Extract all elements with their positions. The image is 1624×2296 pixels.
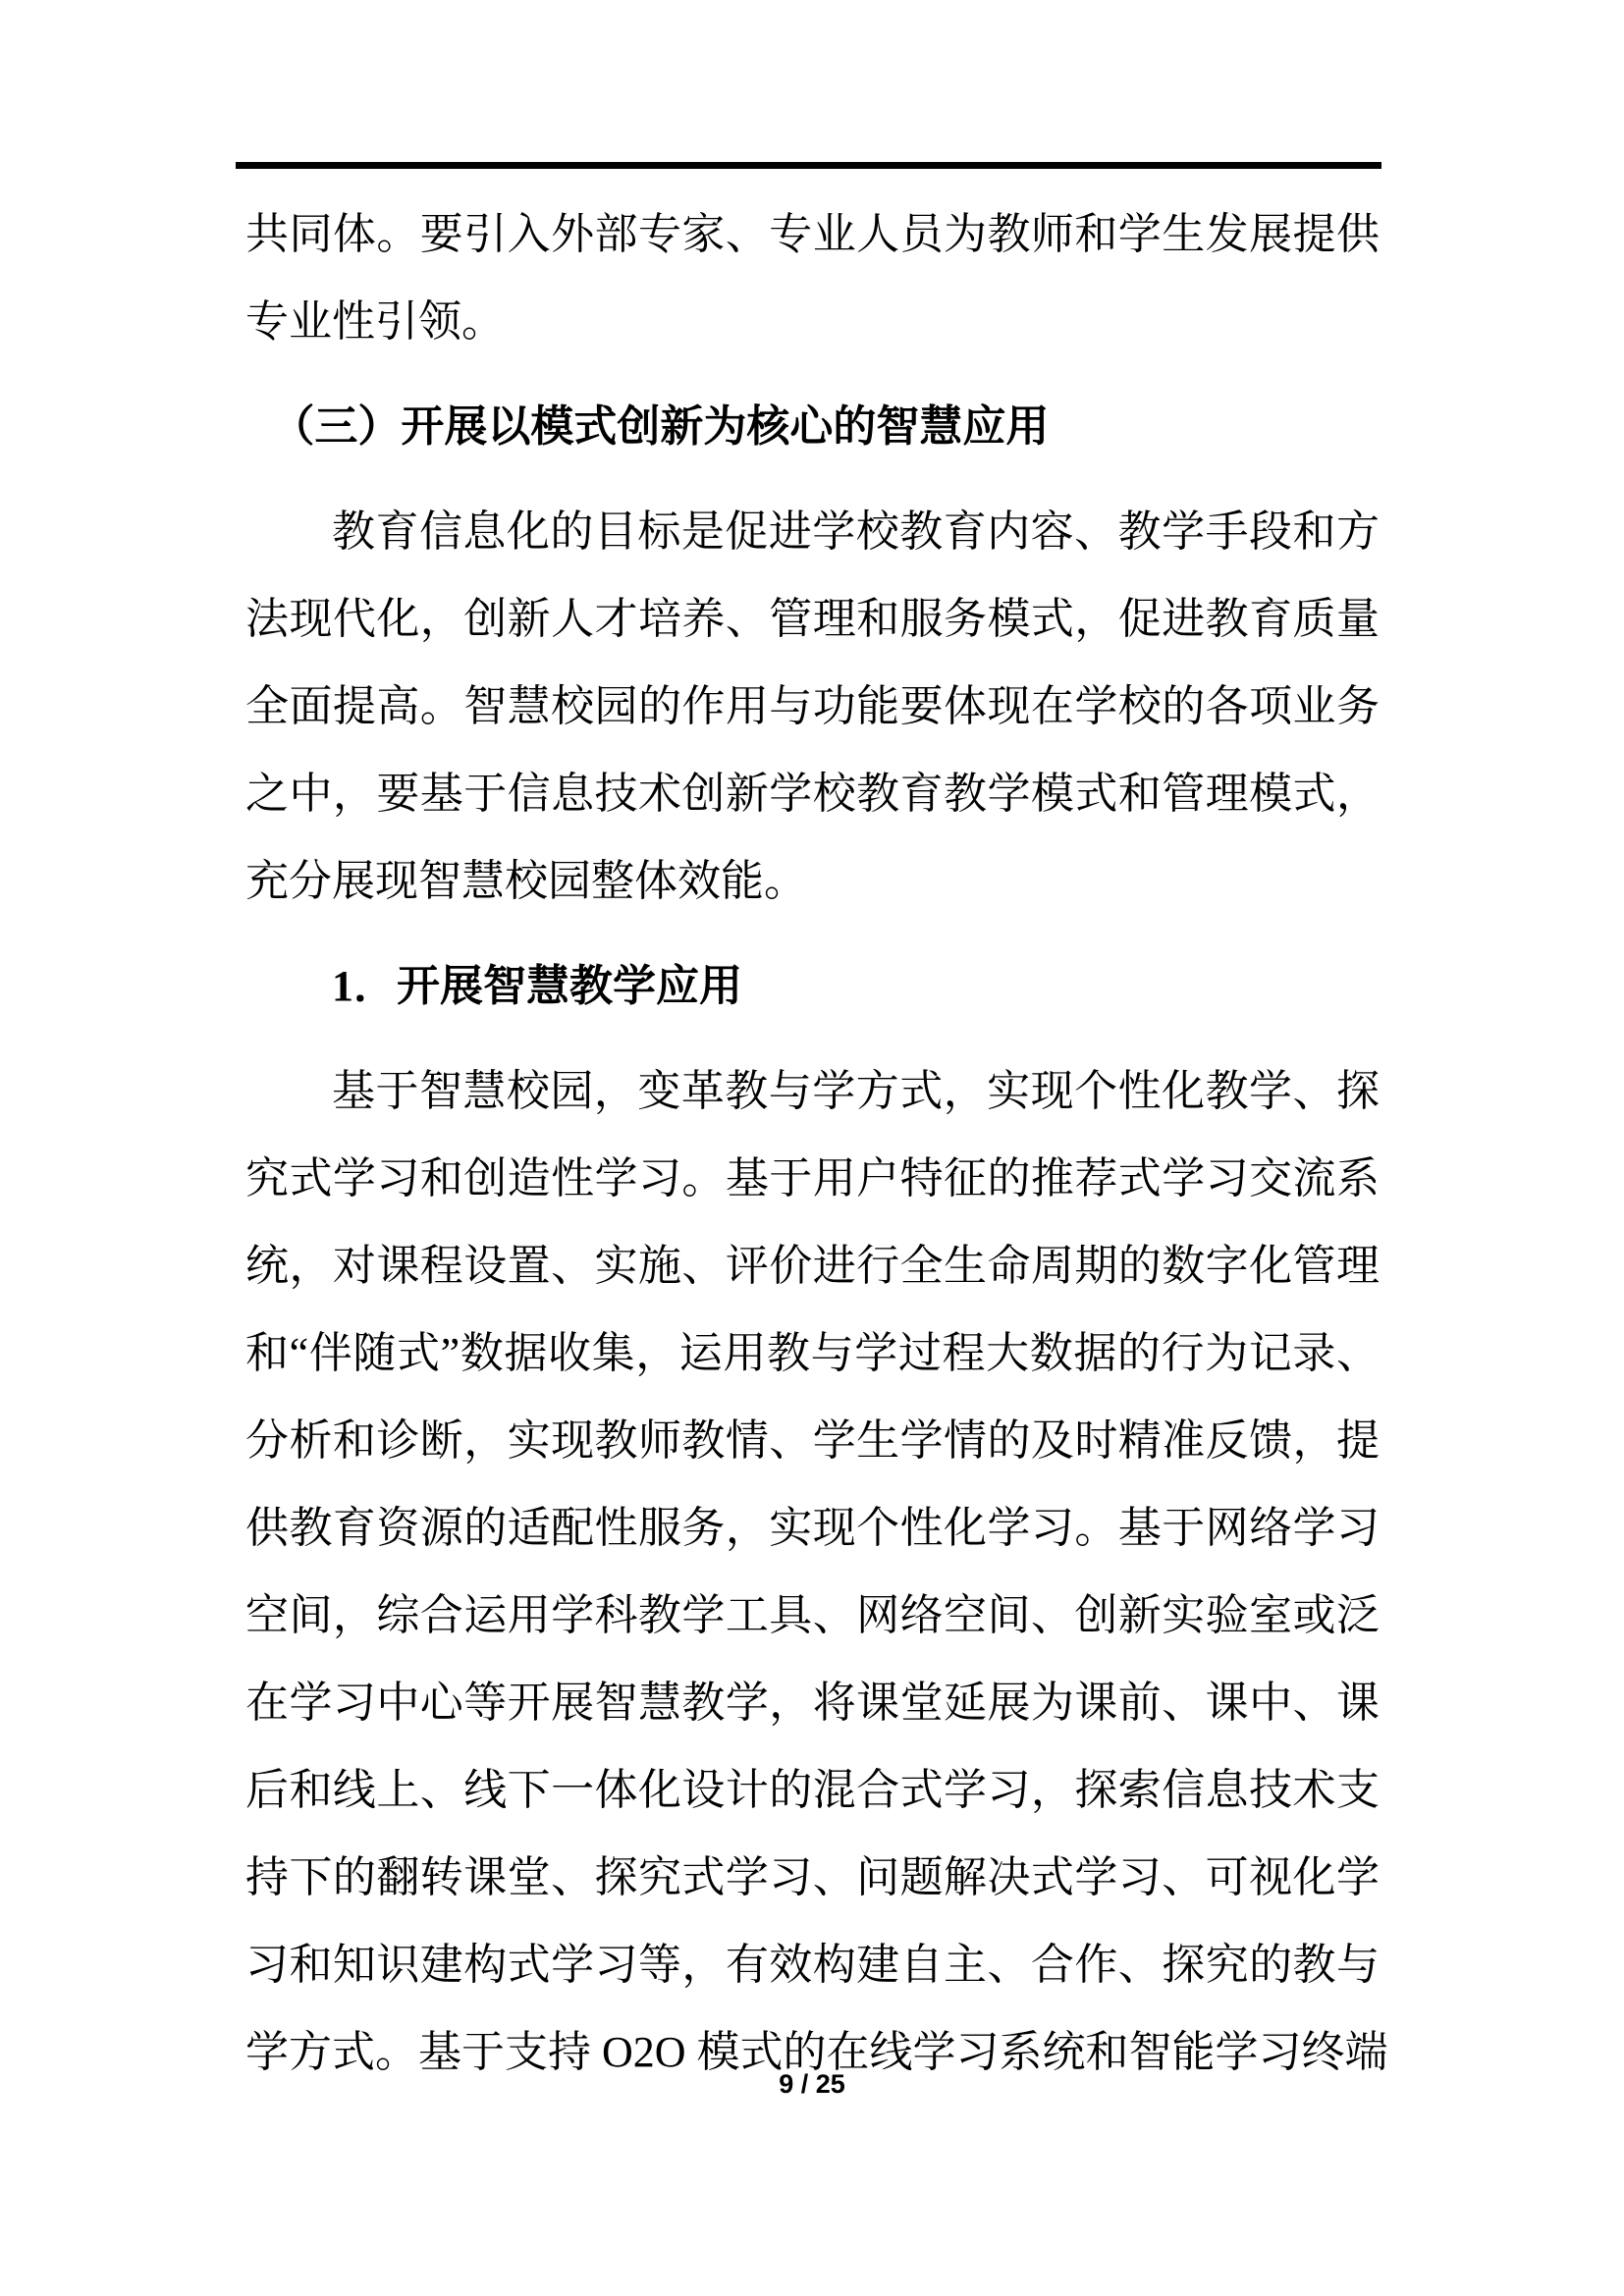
text-line: 之中，要基于信息技术创新学校教育教学模式和管理模式， xyxy=(245,770,1380,818)
text-line: 究式学习和创造性学习。基于用户特征的推荐式学习交流系 xyxy=(245,1154,1380,1202)
paragraph xyxy=(245,190,1380,365)
text-line: 充分展现智慧校园整体效能。 xyxy=(245,857,807,905)
text-line: 全面提高。智慧校园的作用与功能要体现在学校的各项业务 xyxy=(245,682,1380,730)
text-line: 在学习中心等开展智慧教学，将课堂延展为课前、课中、课 xyxy=(245,1679,1380,1727)
paragraph xyxy=(245,1047,1388,2096)
paragraph xyxy=(245,488,1380,925)
text-line: 基于智慧校园，变革教与学方式，实现个性化教学、探 xyxy=(332,1067,1380,1115)
text-line: 1．开展智慧教学应用 xyxy=(332,962,742,1010)
text-line: 学方式。基于支持 O2O 模式的在线学习系统和智能学习终端 xyxy=(245,2028,1388,2076)
text-line: 持下的翻转课堂、探究式学习、问题解决式学习、可视化学 xyxy=(245,1853,1380,1901)
text-line: 法现代化，创新人才培养、管理和服务模式，促进教育质量 xyxy=(245,595,1380,643)
header-rule xyxy=(236,162,1381,169)
text-line: 习和知识建构式学习等，有效构建自主、合作、探究的教与 xyxy=(245,1941,1380,1989)
document-body xyxy=(245,190,1388,2096)
text-line: 供教育资源的适配性服务，实现个性化学习。基于网络学习 xyxy=(245,1504,1380,1552)
text-line: 后和线上、线下一体化设计的混合式学习，探索信息技术支 xyxy=(245,1766,1380,1814)
text-line: 教育信息化的目标是促进学校教育内容、教学手段和方 xyxy=(332,507,1380,556)
text-line: 分析和诊断，实现教师教情、学生学情的及时精准反馈，提 xyxy=(245,1416,1380,1465)
page-number: 9 / 25 xyxy=(779,2069,845,2099)
section-heading xyxy=(245,942,1380,1030)
section-heading xyxy=(245,383,1380,470)
text-line: 空间，综合运用学科教学工具、网络空间、创新实验室或泛 xyxy=(245,1591,1380,1639)
text-line: 和“伴随式”数据收集，运用教与学过程大数据的行为记录、 xyxy=(245,1329,1380,1377)
text-line: （三）开展以模式创新为核心的智慧应用 xyxy=(271,402,1050,451)
text-line: 专业性引领。 xyxy=(245,297,505,346)
text-line: 统，对课程设置、实施、评价进行全生命周期的数字化管理 xyxy=(245,1242,1380,1290)
text-line: 共同体。要引入外部专家、专业人员为教师和学生发展提供 xyxy=(245,210,1380,258)
